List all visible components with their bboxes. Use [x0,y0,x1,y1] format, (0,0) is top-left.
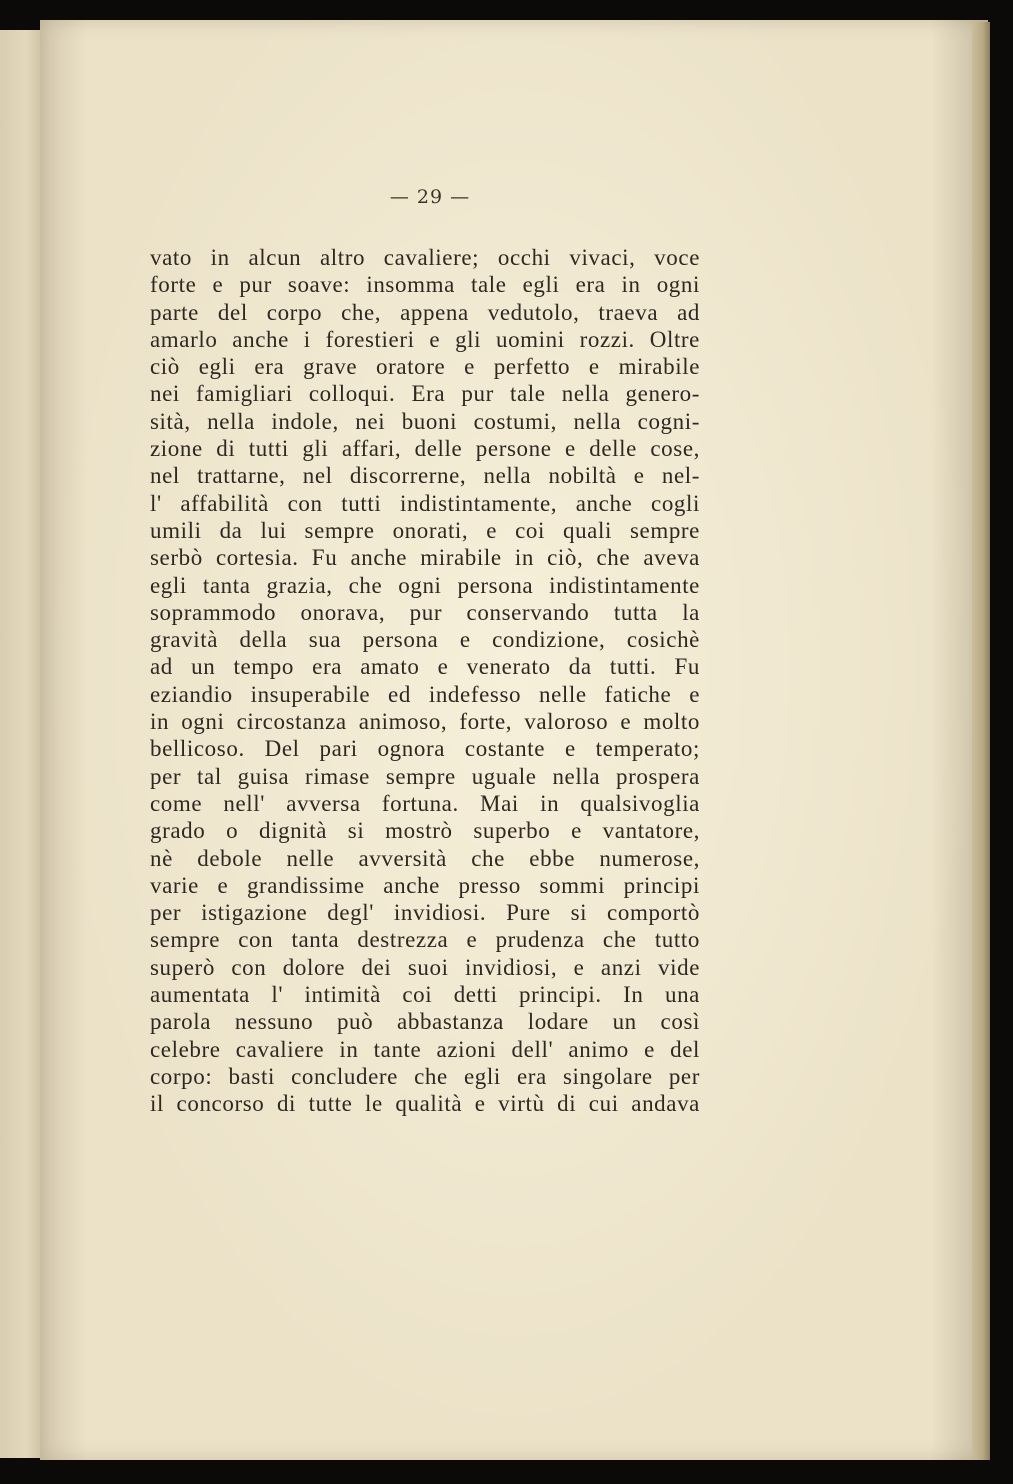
text-line: ad un tempo era amato e venerato da tutti. Fu [150,654,700,680]
page-right-edge [972,22,990,1460]
text-line: il concorso di tutte le qualità e virtù di cui andava [150,1091,700,1117]
text-line: nei famigliari colloqui. Era pur tale nella genero- [150,381,700,407]
text-line: l' affabilità con tutti indistintamente, anche cogli [150,490,700,516]
text-line: ciò egli era grave oratore e perfetto e mirabile [150,354,700,380]
text-line: in ogni circostanza animoso, forte, valoroso e molto [150,709,700,735]
text-line: come nell' avversa fortuna. Mai in qualsivoglia [150,790,700,816]
text-line: serbò cortesia. Fu anche mirabile in ciò, che aveva [150,545,700,571]
text-line: soprammodo onorava, pur conservando tutta la [150,599,700,625]
text-line: forte e pur soave: insomma tale egli era in ogni [150,272,700,298]
text-line: zione di tutti gli affari, delle persone e delle cose, [150,436,700,462]
text-line: sempre con tanta destrezza e prudenza che tutto [150,927,700,953]
text-line: eziandio insuperabile ed indefesso nelle fatiche e [150,681,700,707]
text-line: varie e grandissime anche presso sommi principi [150,872,700,898]
body-text [150,244,700,1118]
text-line: egli tanta grazia, che ogni persona indistintamente [150,572,700,598]
text-line: vato in alcun altro cavaliere; occhi vivaci, voce [150,245,700,270]
text-line: sità, nella indole, nei buoni costumi, nella cogni- [150,408,700,434]
text-line: per tal guisa rimase sempre uguale nella prospera [150,763,700,789]
previous-page-edge [0,30,45,1458]
text-line: celebre cavaliere in tante azioni dell' animo e del [150,1036,700,1062]
text-line: bellicoso. Del pari ognora costante e temperato; [150,736,700,762]
page-number: — 29 — [389,186,471,208]
text-line: corpo: basti concludere che egli era singolare per [150,1063,700,1089]
text-line: nè debole nelle avversità che ebbe numerose, [150,845,700,871]
text-line: grado o dignità si mostrò superbo e vantatore, [150,818,700,844]
text-line: superò con dolore dei suoi invidiosi, e anzi vide [150,954,700,980]
text-line: gravità della sua persona e condizione, cosichè [150,627,700,653]
text-line: umili da lui sempre onorati, e coi quali sempre [150,517,700,543]
text-line: nel trattarne, nel discorrerne, nella nobiltà e nel- [150,463,700,489]
text-line: aumentata l' intimità coi detti principi. In una [150,982,700,1008]
text-line: amarlo anche i forestieri e gli uomini rozzi. Oltre [150,326,700,352]
text-line: parte del corpo che, appena vedutolo, traeva ad [150,299,700,325]
text-line: parola nessuno può abbastanza lodare un così [150,1009,700,1035]
text-line: per istigazione degl' invidiosi. Pure si comportò [150,900,700,926]
